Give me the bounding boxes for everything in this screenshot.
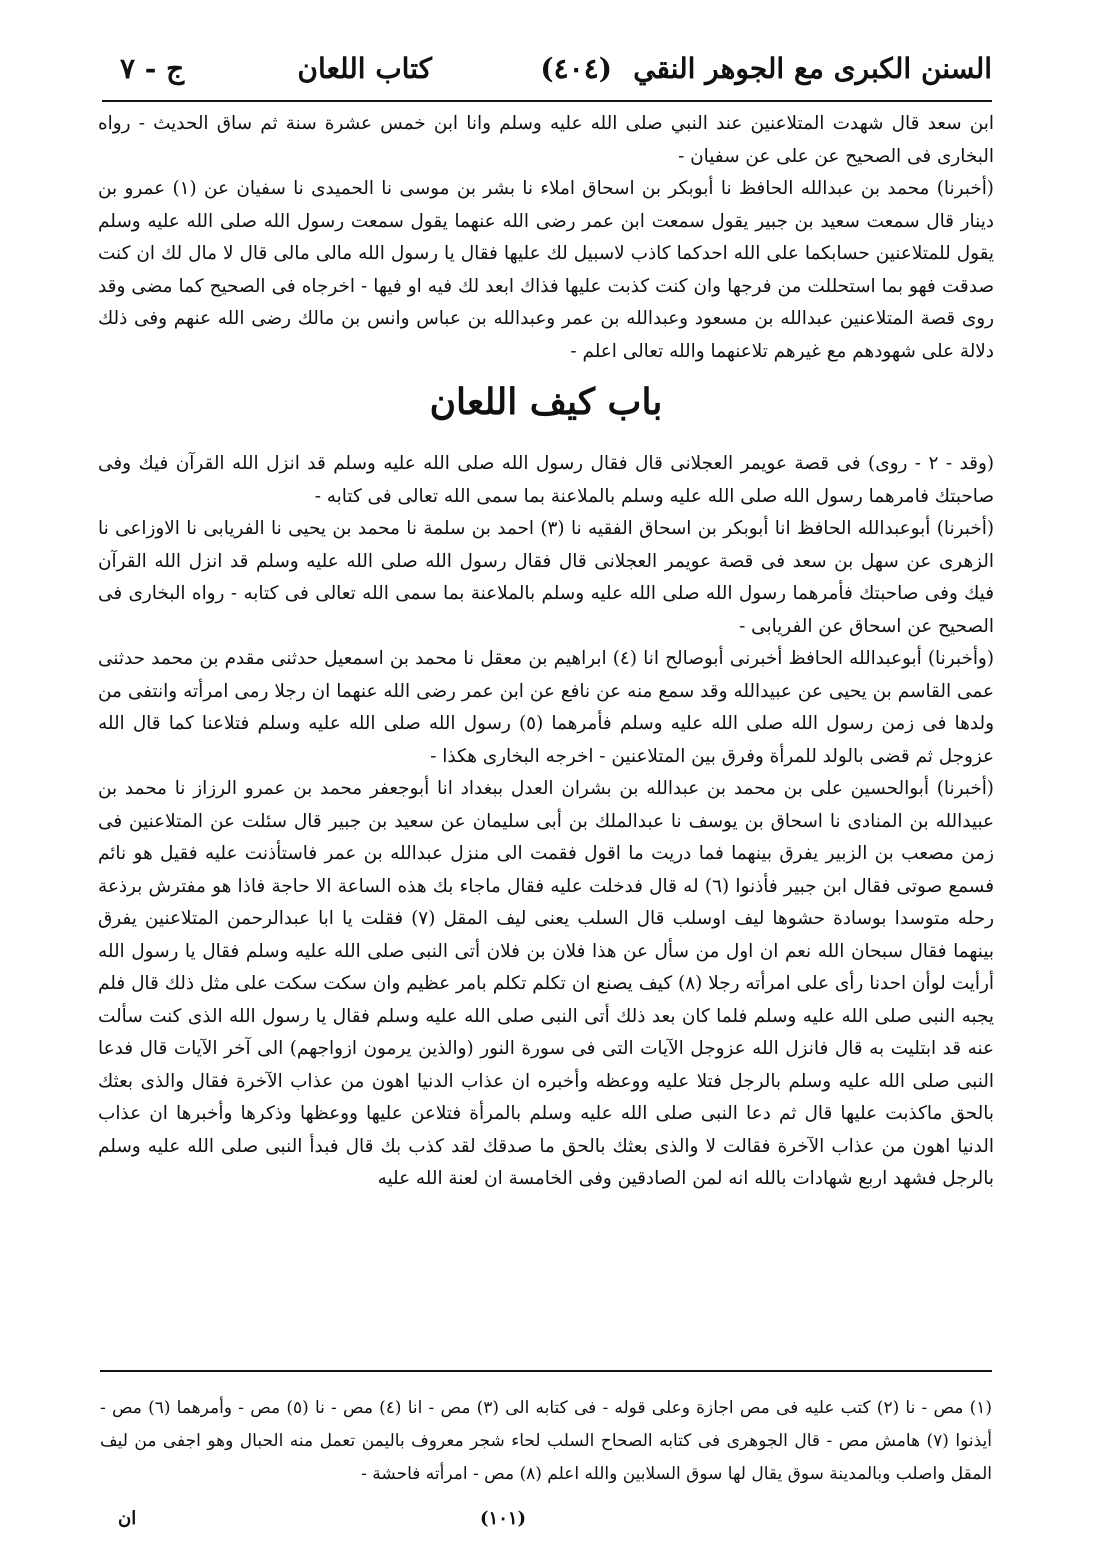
- paragraph: ابن سعد قال شهدت المتلاعنين عند النبي صلى الله عليه وسلم وانا ابن خمس عشرة سنة ثم ساق الحديث - رواه البخارى فى الصحيح عن على عن سفيان -: [98, 113, 994, 167]
- footnotes: [100, 1370, 992, 1491]
- paragraph: (أخبرنا) محمد بن عبدالله الحافظ نا أبوبكر بن اسحاق املاء نا بشر بن موسى نا الحميدى نا سفيان عن (١) عمرو بن دينار قال سمعت سعيد بن جبير يقول سمعت ابن عمر رضى الله عنهما يقول سمعت رسول الله صلى الله عليه وسلم يقول للمتلاعنين حسابكما على الله احدكما كاذب لاسبيل لك عليها فقال يا رسول الله مالى مالى قال لا مال لك ان كنت صدقت فهو بما استحللت من فرجها وان كنت كذبت عليها فذاك ابعد لك فيه او فيها - اخرجاه فى الصحيح كما مضى وقد روى قصة المتلاعنين عبدالله بن مسعود وعبدالله بن عمر وعبدالله بن عباس وانس بن مالك رضى الله عنهم وفى ذلك دلالة على شهودهم مع غيرهم تلاعنهما والله تعالى اعلم -: [98, 178, 994, 362]
- page-number: (٤٠٤): [540, 52, 612, 85]
- footer-page-number: (١٠١): [480, 1508, 527, 1529]
- footnote-text: (١) مص - نا (٢) كتب عليه فى مص اجازة وعلى قوله - فى كتابه الى (٣) مص - انا (٤) مص - نا (٥) مص - وأمرهما (٦) مص - أيذنوا (٧) هامش مص - قال الجوهرى فى كتابه الصحاح السلب لحاء شجر معروف باليمن تعمل منه الحبال وهو اجفى من ليف المقل واصلب وبالمدينة سوق يقال لها سوق السلابين والله اعلم (٨) مص - امرأته فاحشة -: [100, 1398, 992, 1484]
- paragraph: (وأخبرنا) أبوعبدالله الحافظ أخبرنى أبوصالح انا (٤) ابراهيم بن معقل نا محمد بن اسمعيل حدثنى مقدم بن محمد حدثنى عمى القاسم بن يحيى عن عبيدالله وقد سمع منه عن نافع عن ابن عمر رضى الله عنهما ان رجلا رمى امرأته وانتفى من ولدها فى زمن رسول الله صلى الله عليه وسلم فأمرهما (٥) رسول الله صلى الله عليه وسلم فتلاعنا كما قال الله عزوجل ثم قضى بالولد للمرأة وفرق بين المتلاعنين - اخرجه البخارى هكذا -: [98, 648, 994, 767]
- running-header: [112, 52, 992, 100]
- header-rule: [102, 100, 992, 102]
- catchword: ان: [118, 1508, 137, 1529]
- paragraph: (وقد - ٢ - روى) فى قصة عويمر العجلانى قال فقال رسول الله صلى الله عليه وسلم قد انزل الله القرآن فيك وفى صاحبتك فامرهما رسول الله صلى الله عليه وسلم بالملاعنة بما سمى الله تعالى فى كتابه -: [98, 453, 994, 507]
- paragraph: (أخبرنا) أبوالحسين على بن محمد بن عبدالله بن بشران العدل ببغداد انا أبوجعفر محمد بن عمرو الرزاز نا محمد بن عبيدالله بن المنادى نا اسحاق بن يوسف نا عبدالملك بن أبى سليمان عن سعيد بن جبير قال سئلت عن المتلاعنين فى زمن مصعب بن الزبير يفرق بينهما فما دريت ما اقول فقمت الى منزل عبدالله بن عمر فاستأذنت عليه فقيل هو نائم فسمع صوتى فقال ابن جبير فأذنوا (٦) له قال فدخلت عليه فقال ماجاء بك هذه الساعة الا حاجة فاذا هو مفترش برذعة رحله متوسدا بوسادة حشوها ليف اوسلب قال السلب يعنى ليف المقل (٧) فقلت يا ابا عبدالرحمن المتلاعنين يفرق بينهما فقال سبحان الله نعم ان اول من سأل عن هذا فلان بن فلان أتى النبى صلى الله عليه وسلم فقال يا رسول الله أرأيت لوأن احدنا رأى على امرأته رجلا (٨) كيف يصنع ان تكلم تكلم بامر عظيم وان سكت سكت على مثل ذلك قال فلم يجبه النبى صلى الله عليه وسلم فلما كان بعد ذلك أتى النبى صلى الله عليه وسلم فقال يا رسول الله الذى كنت سألت عنه قد ابتليت به قال فانزل الله عزوجل الآيات التى فى سورة النور (والذين يرمون ازواجهم) الى آخر الآيات قال فدعا النبى صلى الله عليه وسلم بالرجل فتلا عليه ووعظه وأخبره ان عذاب الدنيا اهون من عذاب الآخرة فقال والذى بعثك بالحق ماكذبت عليها قال ثم دعا النبى صلى الله عليه وسلم بالمرأة فتلاعن عليها ووعظها وذكرها وأخبرها ان عذاب الدنيا اهون من عذاب الآخرة فقالت لا والذى بعثك بالحق ما صدقك لقد كذب بك قال فبدأ النبى صلى الله عليه وسلم بالرجل فشهد اربع شهادات بالله انه لمن الصادقين وفى الخامسة ان لعنة الله عليه: [98, 778, 994, 1189]
- book-title: السنن الكبرى مع الجوهر النقي: [633, 52, 992, 85]
- paragraph: (أخبرنا) أبوعبدالله الحافظ انا أبوبكر بن اسحاق الفقيه نا (٣) احمد بن سلمة نا محمد بن يحيى نا الفريابى نا الاوزاعى نا الزهرى عن سهل بن سعد فى قصة عويمر العجلانى قال فقال رسول الله صلى الله عليه وسلم قد انزل الله القرآن فيك وفى صاحبتك فأمرهما رسول الله صلى الله عليه وسلم بالملاعنة بما سمى الله تعالى فى كتابه - رواه البخارى فى الصحيح عن اسحاق عن الفريابى -: [98, 518, 994, 637]
- volume-label: ج - ٧: [120, 52, 185, 85]
- main-text-upper: [98, 108, 994, 1196]
- chapter-title: كتاب اللعان: [297, 52, 432, 85]
- section-heading: باب كيف اللعان: [429, 381, 663, 423]
